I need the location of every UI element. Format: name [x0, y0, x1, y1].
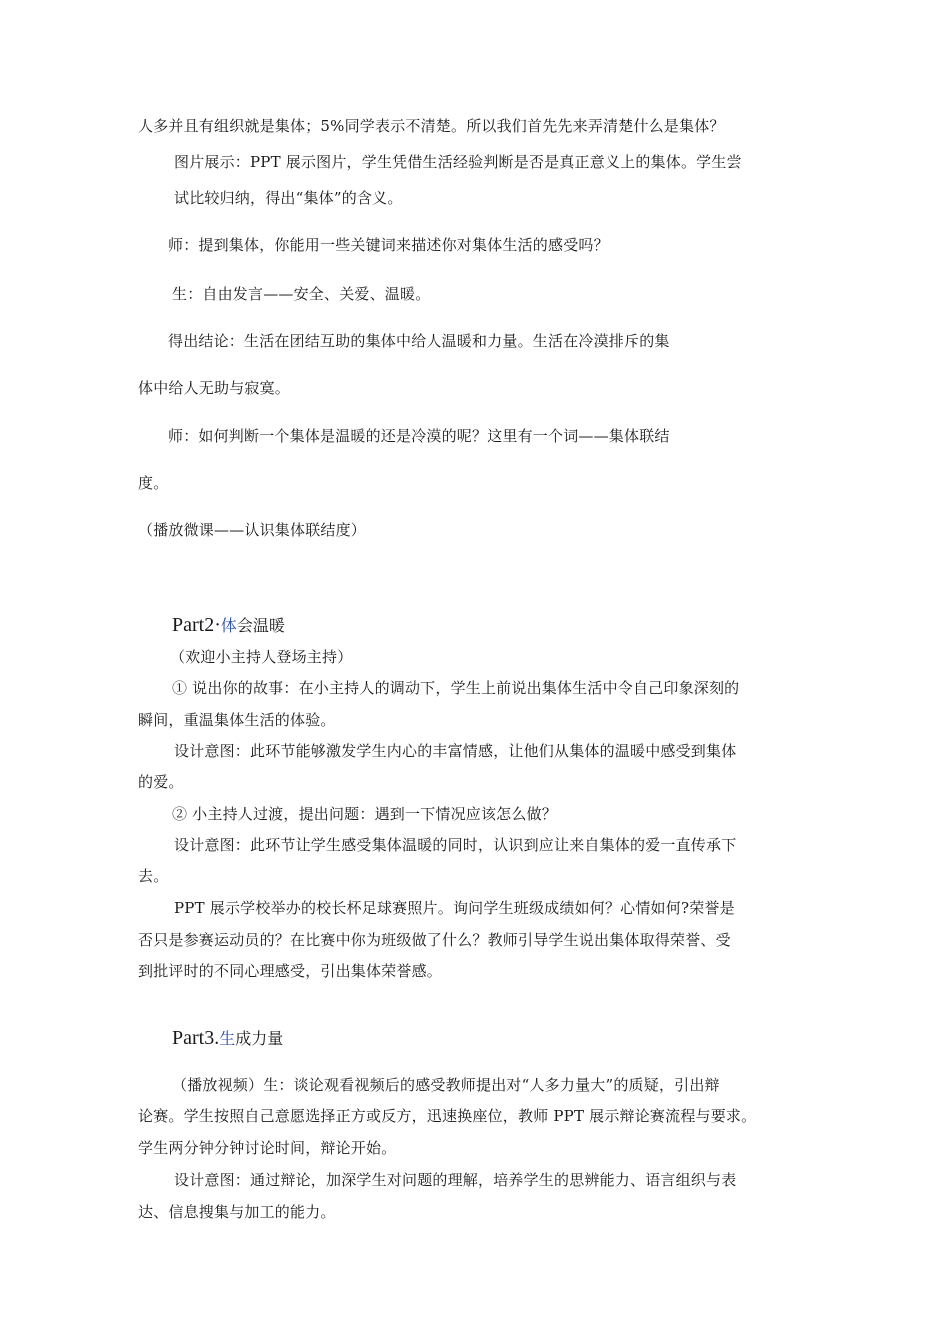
text-line: 去。 — [138, 867, 169, 885]
text-line: （播放视频）生：谈论观看视频后的感受教师提出对“人多力量大”的质疑，引出辩 — [172, 1076, 720, 1094]
text-line: PPT 展示学校举办的校长杯足球赛照片。询问学生班级成绩如何？心情如何?荣誉是 — [174, 899, 735, 917]
section-heading-part3 — [172, 1027, 283, 1050]
heading-rest: 会温暖 — [236, 616, 285, 635]
text-line: 体中给人无助与寂寞。 — [138, 379, 291, 397]
text-line: 学生两分钟分钟讨论时间，辩论开始。 — [138, 1139, 397, 1157]
heading-rest: 成力量 — [235, 1029, 284, 1048]
heading-accent: 生 — [219, 1029, 236, 1048]
text-line: 论赛。学生按照自己意愿选择正方或反方，迅速换座位，教师 PPT 展示辩论赛流程与要求。 — [138, 1107, 757, 1125]
text-line: ① 说出你的故事：在小主持人的调动下，学生上前说出集体生活中令自己印象深刻的 — [172, 679, 740, 697]
text-line: 瞬间，重温集体生活的体验。 — [138, 711, 336, 729]
text-line: 图片展示：PPT 展示图片，学生凭借生活经验判断是否是真正意义上的集体。学生尝 — [174, 153, 742, 171]
text-line: （播放微课——认识集体联结度） — [138, 521, 367, 539]
text-line: 生：自由发言——安全、关爱、温暖。 — [172, 285, 431, 303]
text-line: 人多并且有组织就是集体；5%同学表示不清楚。所以我们首先先来弄清楚什么是集体？ — [138, 117, 725, 135]
heading-prefix: Part2· — [172, 614, 221, 636]
text-line: 设计意图：通过辩论，加深学生对问题的理解，培养学生的思辨能力、语言组织与表 — [174, 1171, 737, 1189]
heading-prefix: Part3. — [172, 1027, 220, 1049]
section-heading-part2 — [172, 614, 285, 637]
text-line: 师：提到集体，你能用一些关键词来描述你对集体生活的感受吗？ — [168, 236, 609, 254]
text-line: （欢迎小主持人登场主持） — [170, 648, 353, 666]
text-line: 达、信息搜集与加工的能力。 — [138, 1203, 336, 1221]
text-line: 到批评时的不同心理感受，引出集体荣誉感。 — [138, 962, 443, 980]
text-line: 得出结论：生活在团结互助的集体中给人温暖和力量。生活在冷漠排斥的集 — [168, 332, 670, 350]
text-line: ② 小主持人过渡，提出问题：遇到一下情况应该怎么做？ — [172, 805, 557, 823]
text-line: 度。 — [138, 474, 169, 492]
text-line: 师：如何判断一个集体是温暖的还是冷漠的呢？这里有一个词——集体联结 — [168, 427, 670, 445]
text-line: 设计意图：此环节让学生感受集体温暖的同时，认识到应让来自集体的爱一直传承下 — [174, 836, 737, 854]
heading-accent: 体 — [220, 616, 237, 635]
text-line: 设计意图：此环节能够激发学生内心的丰富情感，让他们从集体的温暖中感受到集体 — [174, 742, 737, 760]
text-line: 的爱。 — [138, 773, 184, 791]
text-line: 试比较归纳，得出“集体”的含义。 — [174, 189, 403, 207]
text-line: 否只是参赛运动员的？在比赛中你为班级做了什么？教师引导学生说出集体取得荣誉、受 — [138, 931, 731, 949]
